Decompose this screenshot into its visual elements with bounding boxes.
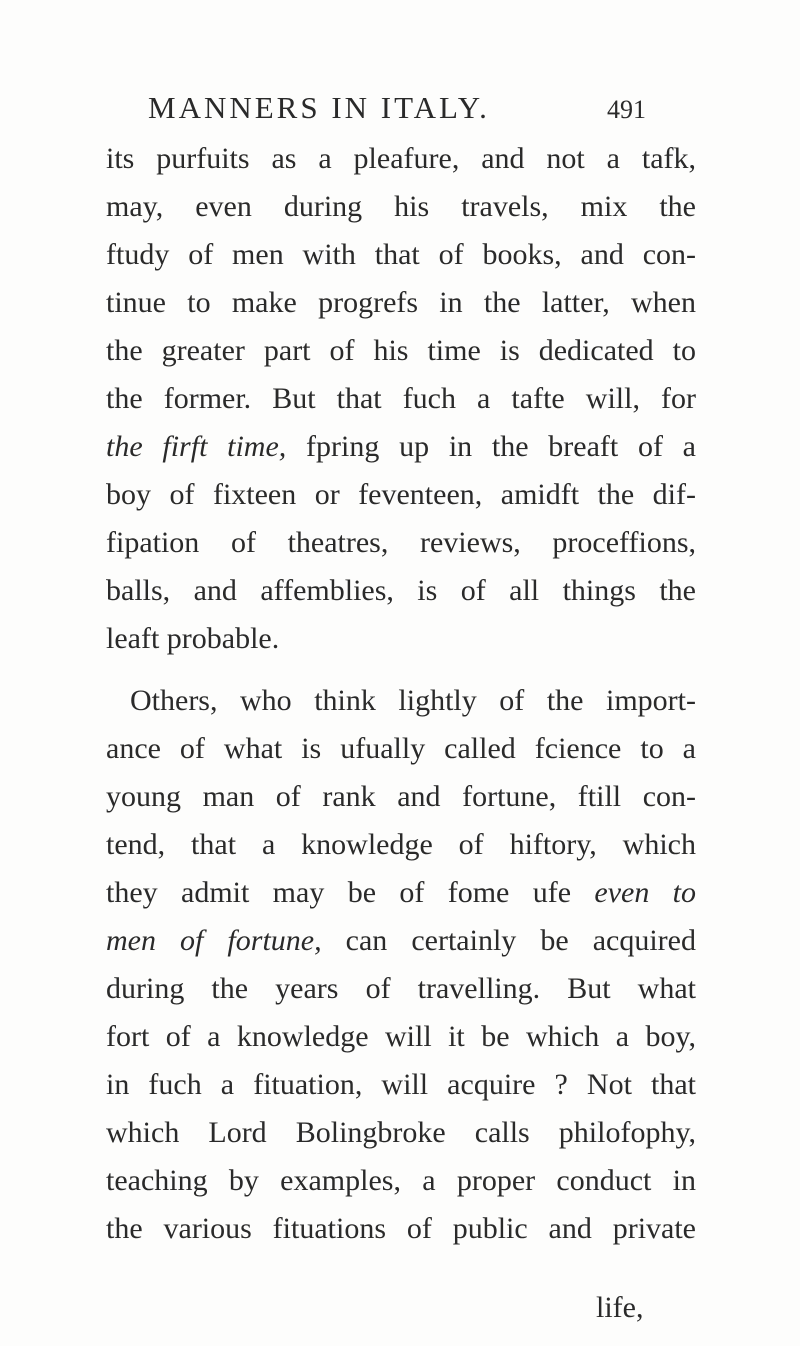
italic-phrase: the firft time,: [106, 430, 287, 463]
text-line: Others, who think lightly of the import-: [130, 684, 696, 717]
text-line: may, even during his travels, mix the: [106, 190, 696, 223]
italic-phrase: even to: [594, 876, 697, 909]
text-line: young man of rank and fortune, ftill con-: [106, 780, 696, 813]
text-fragment: can certainly be acquired: [321, 924, 696, 957]
text-fragment: fpring up in the breaft of a: [286, 430, 696, 463]
page-number: 491: [607, 95, 646, 124]
text-fragment: they admit may be of fome ufe: [106, 876, 595, 909]
text-line-mixed: [106, 920, 696, 962]
text-line: the greater part of his time is dedicated to: [106, 334, 696, 367]
text-line: ftudy of men with that of books, and con-: [106, 238, 696, 271]
text-line: leaft probable.: [106, 622, 280, 655]
text-line: tend, that a knowledge of hiftory, which: [106, 828, 696, 861]
text-line-mixed: [106, 426, 696, 468]
text-line: during the years of travelling. But what: [106, 972, 696, 1005]
text-line: tinue to make progrefs in the latter, when: [106, 286, 696, 319]
text-line: the former. But that fuch a tafte will, for: [106, 382, 696, 415]
text-line-mixed: [106, 872, 696, 914]
italic-phrase: men of fortune,: [106, 924, 322, 957]
text-line: its purfuits as a pleafure, and not a tafk,: [106, 142, 696, 175]
text-line: which Lord Bolingbroke calls philofophy,: [106, 1116, 696, 1149]
text-line: in fuch a fituation, will acquire ? Not that: [106, 1068, 696, 1101]
text-line: fipation of theatres, reviews, proceffions,: [106, 526, 696, 559]
text-line: teaching by examples, a proper conduct in: [106, 1164, 696, 1197]
catchword: life,: [596, 1291, 644, 1324]
text-line: ance of what is ufually called fcience to a: [106, 732, 696, 765]
text-line: fort of a knowledge will it be which a boy,: [106, 1020, 696, 1053]
running-head: MANNERS IN ITALY.: [148, 90, 490, 125]
text-line: the various fituations of public and private: [106, 1212, 696, 1245]
page-header: [0, 88, 800, 128]
text-line: boy of fixteen or feventeen, amidft the dif-: [106, 478, 696, 511]
text-line: balls, and affemblies, is of all things the: [106, 574, 696, 607]
